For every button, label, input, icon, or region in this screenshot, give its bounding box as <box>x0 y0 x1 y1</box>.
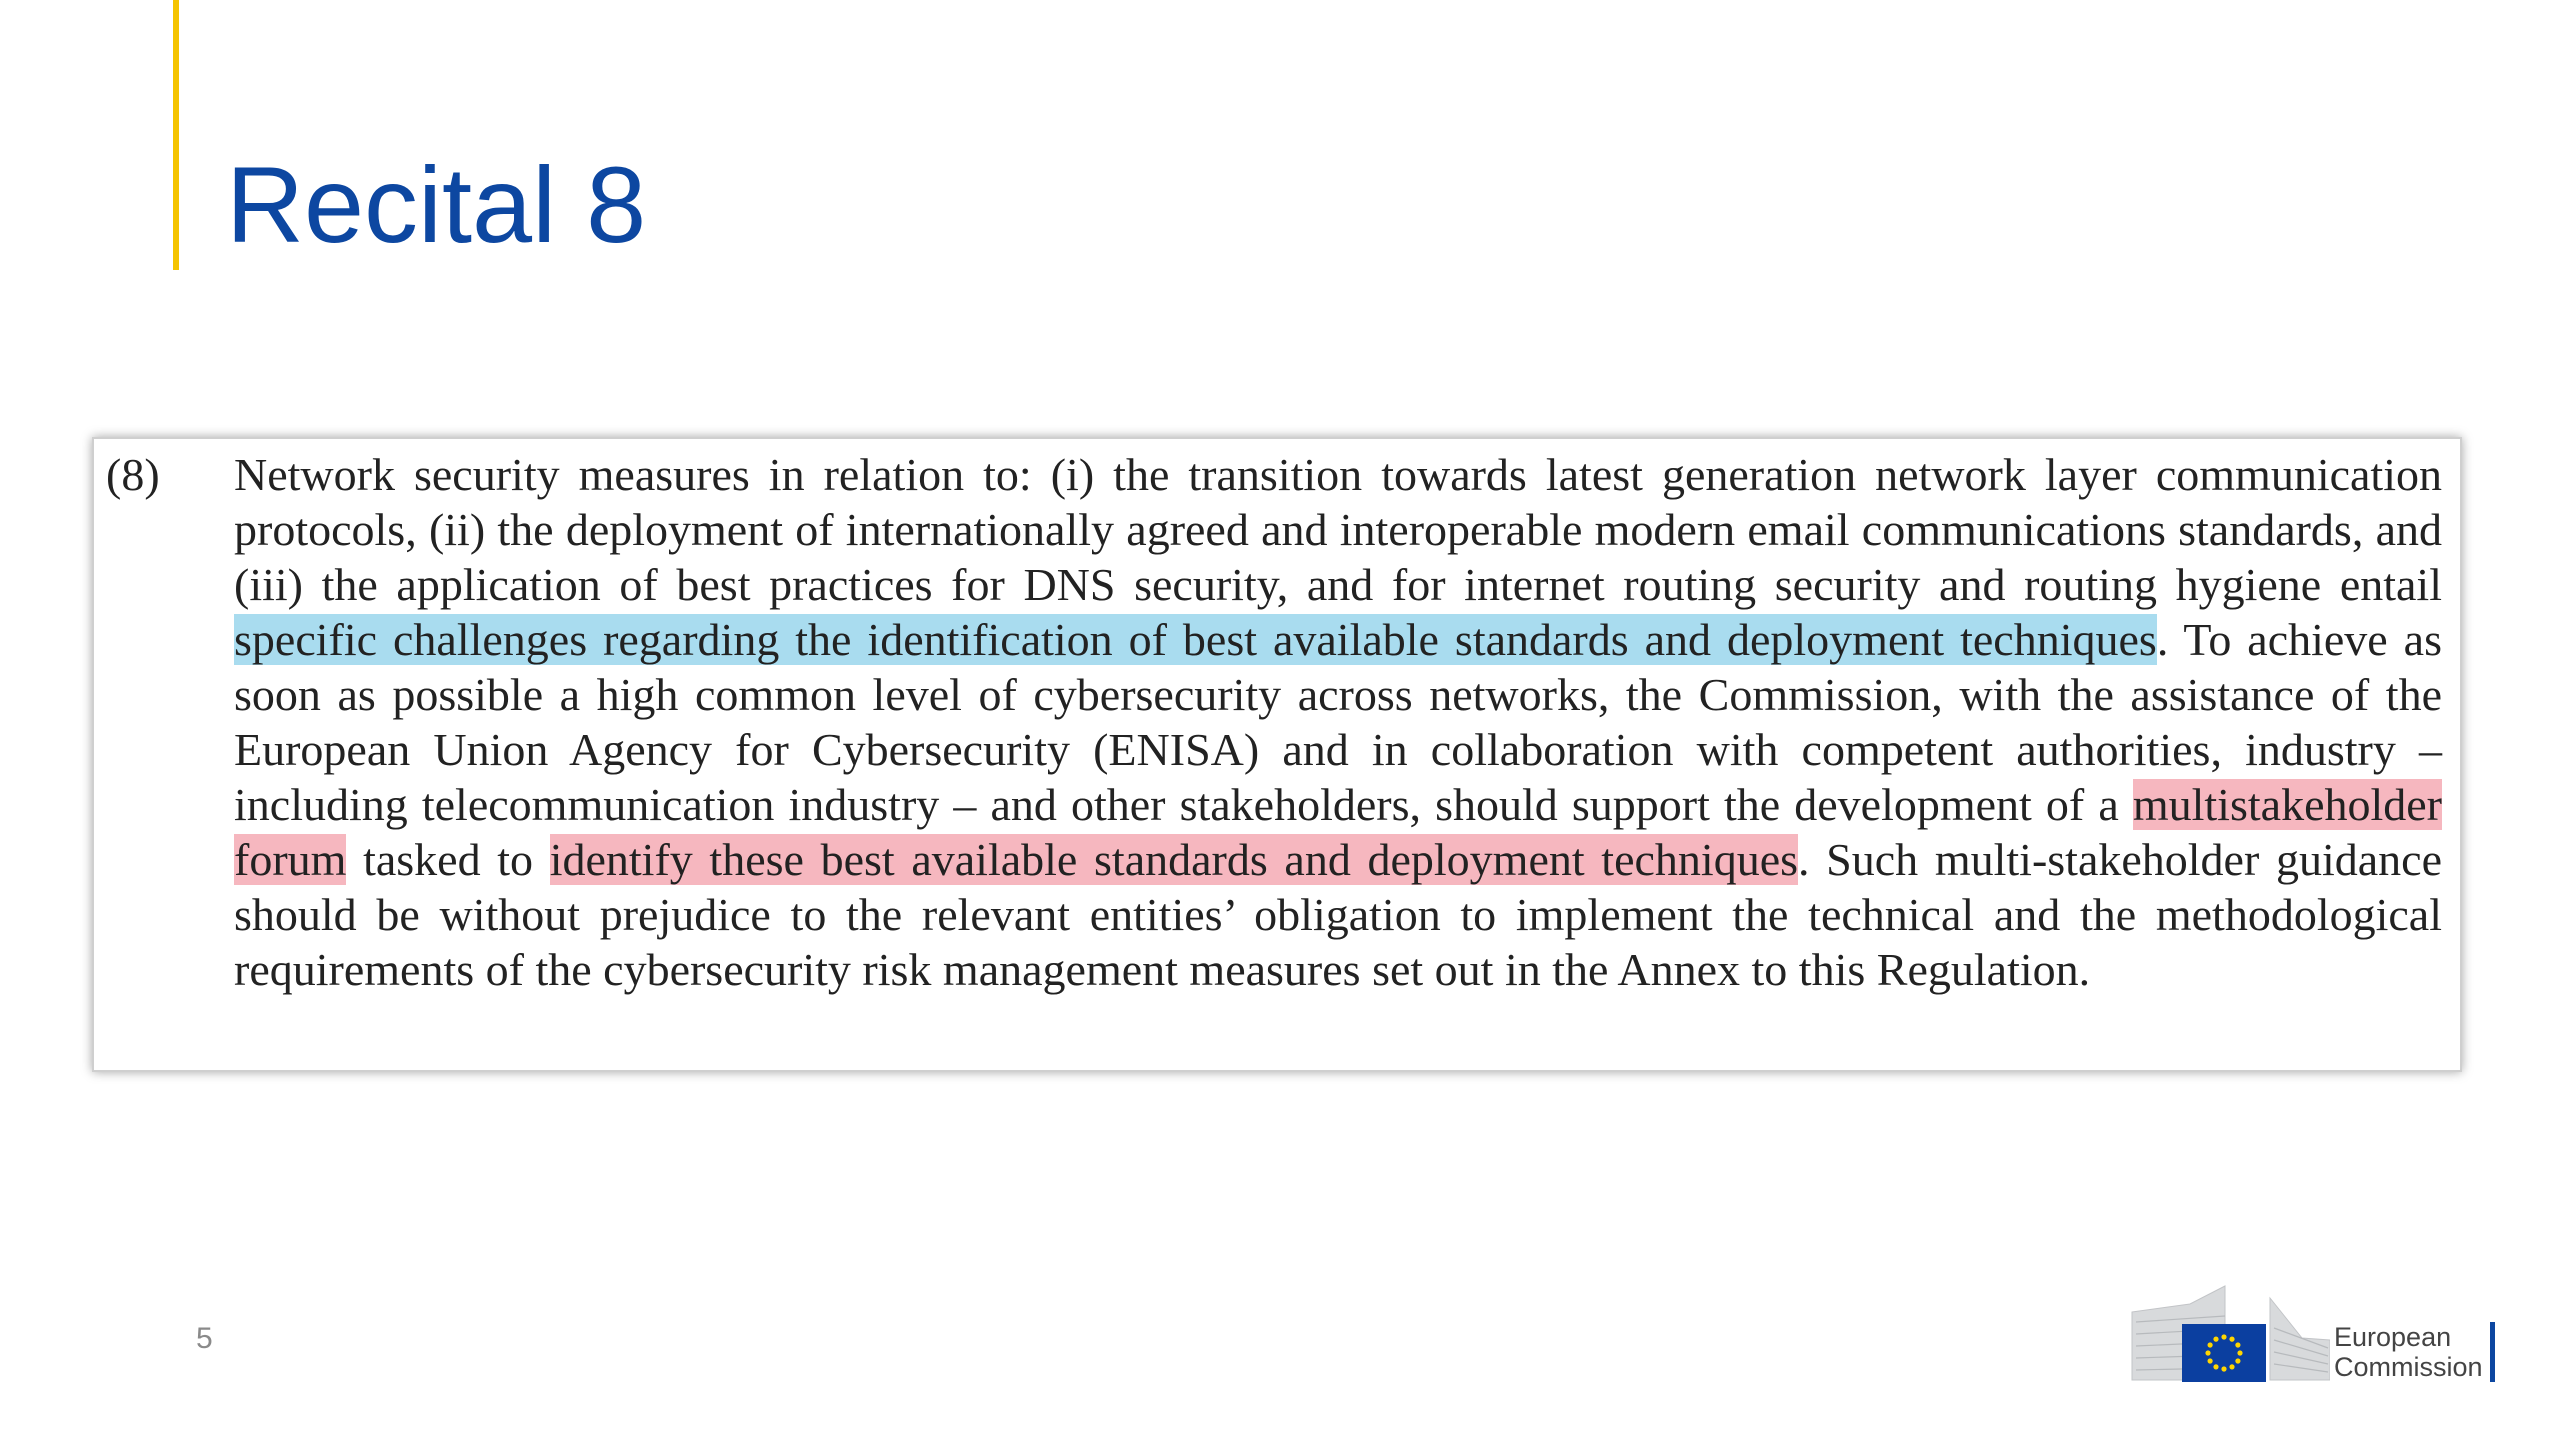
recital-number: (8) <box>106 449 160 500</box>
page-number: 5 <box>196 1322 213 1355</box>
eu-flag-icon <box>2182 1324 2266 1382</box>
highlight-blue: specific challenges regarding the identification of best available standards and deployment techniques <box>234 614 2157 665</box>
highlight-red: identify these best available standards and deployment techniques <box>549 834 1799 885</box>
ec-logo-text <box>2334 1322 2483 1382</box>
recital-text-part: . To achieve as soon as possible a high common level of cybersecurity across networks, the Commission, with the assistance of the European Union Agency for Cybersecurity (ENISA) and in collaboration with competent authorities, industry – including telecommunication industry – and other stakeholders, should support the development of a <box>234 614 2442 830</box>
recital-text-part: Network security measures in relation to: (i) the transition towards latest generation network layer communication protocols, (ii) the deployment of internationally agreed and interoperable modern email communications standards, and (iii) the application of best practices for DNS security, and for internet routing security and routing hygiene entail <box>234 449 2442 610</box>
recital-text <box>234 447 2442 997</box>
ec-logo-line: European <box>2334 1322 2452 1352</box>
recital-text-part: . Such multi-stakeholder guidance should be without prejudice to the relevant entities’ obligation to implement the technical and the methodological requirements of the cybersecurity risk management measures set out in the Annex to this Regulation. <box>234 834 2442 995</box>
highlight-red: multistakeholder forum <box>234 779 2442 885</box>
ec-building-icon <box>2130 1280 2330 1385</box>
recital-text-part: tasked to <box>346 834 550 885</box>
slide-title: Recital 8 <box>226 144 647 265</box>
ec-logo-line: Commission <box>2334 1352 2483 1382</box>
ec-logo-bar <box>2490 1322 2495 1382</box>
recital-excerpt <box>92 437 2462 1072</box>
european-commission-logo <box>2130 1280 2500 1385</box>
title-accent-bar <box>173 0 179 270</box>
